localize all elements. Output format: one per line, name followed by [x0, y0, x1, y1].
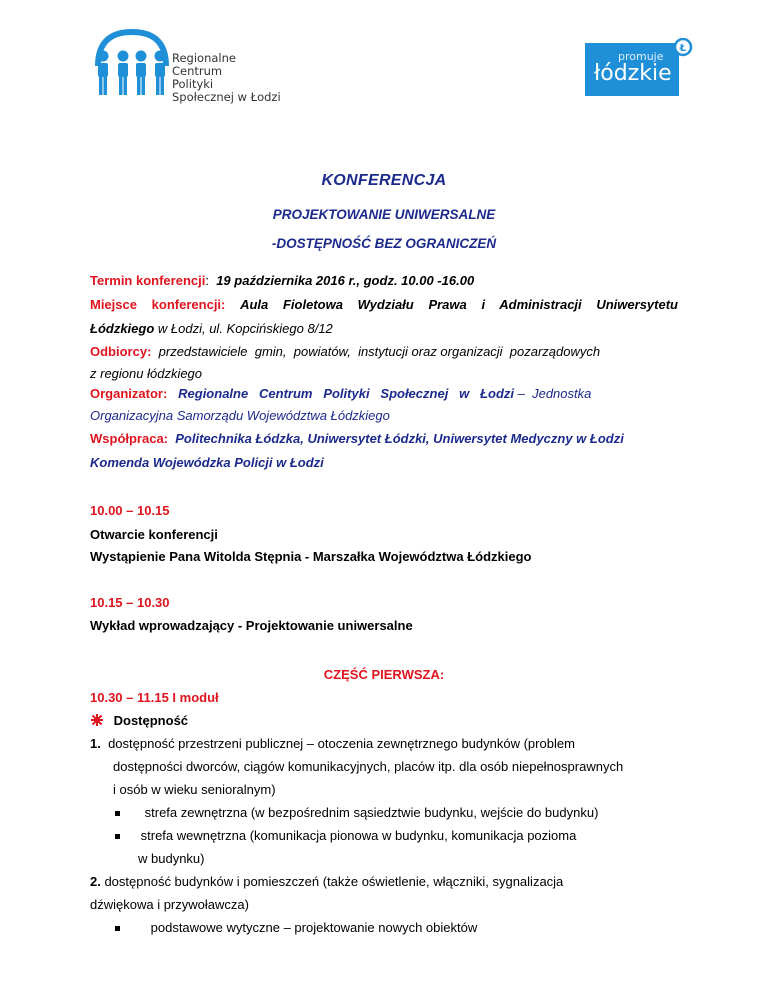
logo-line: Centrum — [172, 64, 223, 78]
termin-colon: : — [205, 273, 209, 288]
odbiorcy-line — [90, 344, 600, 360]
logo-line: Polityki — [172, 77, 214, 91]
bullet-2-text: strefa wewnętrzna (komunikacja pionowa w budynku, komunikacja pozioma — [140, 828, 577, 843]
bullet-3-text: podstawowe wytyczne – projektowanie nowych obiektów — [150, 920, 478, 935]
odbiorcy-label: Odbiorcy: — [90, 344, 152, 359]
point-2-text: dostępność budynków i pomieszczeń (także oświetlenie, włączniki, sygnalizacja — [100, 874, 564, 889]
organizator-line-2: Organizacyjna Samorządu Województwa Łódzkiego — [90, 408, 390, 423]
miejsce-line-2 — [90, 321, 333, 337]
asterisk-icon — [90, 713, 104, 727]
miejsce-label: Miejsce konferencji: — [90, 297, 226, 312]
point-2-line-1 — [90, 874, 563, 890]
termin-label: Termin konferencji — [90, 273, 206, 288]
bullet-2-line-2: w budynku) — [138, 851, 205, 866]
agenda-time-2: 10.15 – 10.30 — [90, 595, 170, 610]
termin-value: 19 października 2016 r., godz. 10.00 -16.00 — [216, 273, 475, 288]
agenda-time-3: 10.30 – 11.15 I moduł — [90, 690, 219, 705]
logo-line: Regionalne — [172, 51, 236, 65]
conference-subtitle-1: PROJEKTOWANIE UNIWERSALNE — [272, 207, 496, 222]
people-group-icon — [94, 26, 170, 108]
odbiorcy-value: przedstawiciele gmin, powiatów, instytucji oraz organizacji pozarządowych — [158, 344, 601, 359]
miejsce-address: w Łodzi, ul. Kopcińskiego 8/12 — [154, 321, 333, 336]
promuje-lodzkie-logo — [585, 38, 693, 96]
logo-big-text: łódzkie — [594, 61, 672, 86]
agenda-item-2: Wykład wprowadzający - Projektowanie uniwersalne — [90, 618, 413, 633]
part-one-heading: CZĘŚĆ PIERWSZA: — [323, 667, 445, 682]
dostepnosc-label: Dostępność — [113, 713, 189, 728]
organizator-label: Organizator: — [90, 386, 168, 401]
point-1-line-2: dostępności dworców, ciągów komunikacyjnych, placów itp. dla osób niepełnosprawnych — [113, 759, 624, 774]
miejsce-value: Aula Fioletowa Wydziału Prawa i Administracji Uniwersytetu — [240, 297, 678, 312]
point-2-number: 2. — [90, 874, 101, 889]
agenda-item-1b: Wystąpienie Pana Witolda Stępnia - Marszałka Województwa Łódzkiego — [90, 549, 532, 564]
bullet-item-1 — [115, 805, 598, 821]
miejsce-line — [90, 297, 678, 313]
wspolpraca-line-2: Komenda Wojewódzka Policji w Łodzi — [90, 455, 324, 470]
point-1-line-1 — [90, 736, 575, 752]
odbiorcy-line-2: z regionu łódzkiego — [90, 366, 203, 381]
miejsce-value-bold: Łódzkiego — [90, 321, 155, 336]
conference-title: KONFERENCJA — [321, 172, 447, 189]
wspolpraca-line — [90, 431, 624, 447]
point-1-number: 1. — [90, 736, 101, 751]
bullet-icon — [115, 811, 120, 816]
wspolpraca-value: Politechnika Łódzka, Uniwersytet Łódzki, Uniwersytet Medyczny w Łodzi — [175, 431, 624, 446]
bullet-icon — [115, 926, 120, 931]
termin-line — [90, 273, 474, 289]
svg-text:Ł: Ł — [679, 43, 687, 54]
bullet-item-3 — [115, 920, 477, 936]
organizator-line — [90, 386, 678, 402]
rcps-logo — [94, 26, 294, 108]
logo-line: Społecznej w Łodzi — [172, 90, 281, 104]
bullet-item-2 — [115, 828, 576, 844]
point-1-line-3: i osób w wieku senioralnym) — [113, 782, 276, 797]
dostepnosc-heading — [90, 713, 188, 729]
bullet-icon — [115, 834, 120, 839]
conference-subtitle-2: -DOSTĘPNOŚĆ BEZ OGRANICZEŃ — [271, 236, 497, 251]
bullet-1-text: strefa zewnętrzna (w bezpośrednim sąsiedztwie budynku, wejście do budynku) — [144, 805, 599, 820]
agenda-item-1a: Otwarcie konferencji — [90, 527, 218, 542]
organizator-value: Regionalne Centrum Polityki Społecznej w Łodzi — [178, 386, 515, 401]
agenda-time-1: 10.00 – 10.15 — [90, 503, 170, 518]
organizator-unit: – Jednostka — [514, 386, 592, 401]
rcps-logo-text — [172, 52, 281, 104]
point-2-line-2: dźwiękowa i przywoławcza) — [90, 897, 249, 912]
point-1-text: dostępność przestrzeni publicznej – otoczenia zewnętrznego budynków (problem — [108, 736, 575, 751]
logo-small-text: promuje — [618, 50, 664, 63]
wspolpraca-label: Współpraca: — [90, 431, 169, 446]
